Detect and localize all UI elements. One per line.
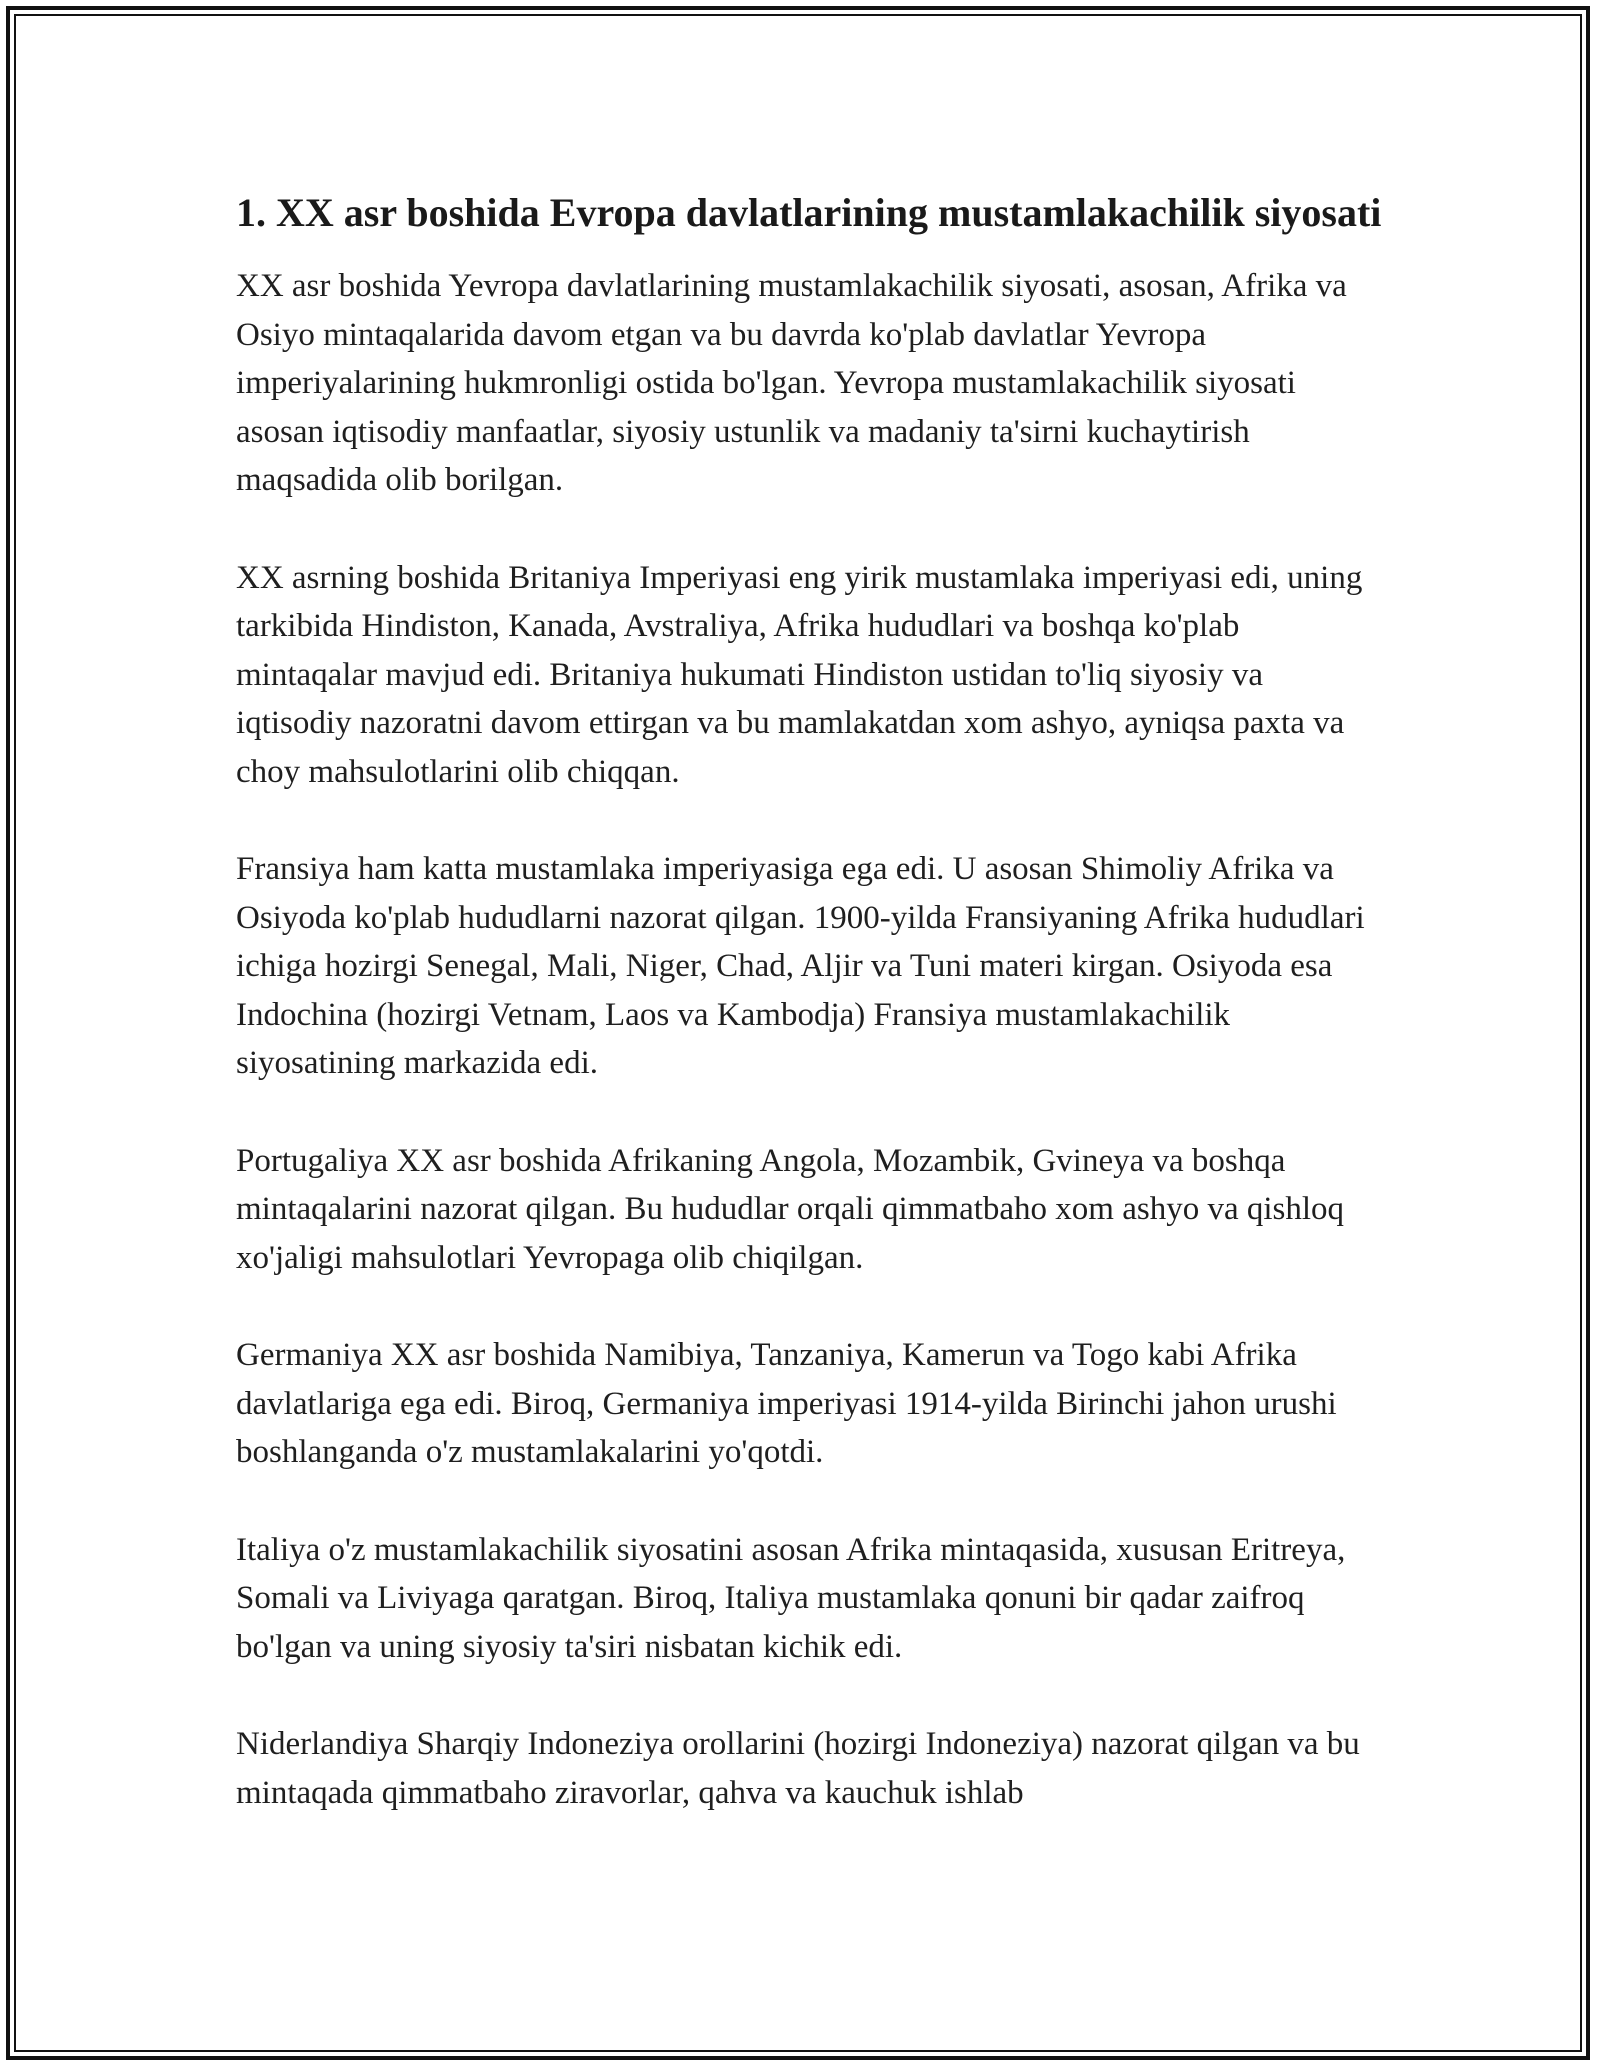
paragraph-intro: XX asr boshida Yevropa davlatlarining mustamlakachilik siyosati, asosan, Afrika va Osiyo mintaqalarida davom etgan va bu davrda ko'plab davlatlar Yevropa imperiyalarining hukmronligi ostida bo'lgan. Yevropa mustamlakachilik siyosati asosan iqtisodiy manfaatlar, siyosiy ustunlik va madaniy ta'sirni kuchaytirish maqsadida olib borilgan. [236, 268, 1347, 498]
document-title: 1. XX asr boshida Evropa davlatlarining mustamlakachilik siyosati [236, 190, 1382, 235]
paragraph-italy: Italiya o'z mustamlakachilik siyosatini asosan Afrika mintaqasida, xususan Eritreya, Somali va Liviyaga qaratgan. Biroq, Italiya mustamlaka qonuni bir qadar zaifroq bo'lgan va uning siyosiy ta'siri nisbatan kichik edi. [236, 1531, 1346, 1665]
paragraph-netherlands: Niderlandiya Sharqiy Indoneziya orollarini (hozirgi Indoneziya) nazorat qilgan va bu mintaqada qimmatbaho ziravorlar, qahva va kauchuk ishlab [236, 1726, 1360, 1811]
paragraph-britain: XX asrning boshida Britaniya Imperiyasi eng yirik mustamlaka imperiyasi edi, uning tarkibida Hindiston, Kanada, Avstraliya, Afrika hududlari va boshqa ko'plab mintaqalar mavjud edi. Britaniya hukumati Hindiston ustidan to'liq siyosiy va iqtisodiy nazoratni davom ettirgan va bu mamlakatdan xom ashyo, ayniqsa paxta va choy mahsulotlarini olib chiqqan. [236, 559, 1363, 790]
paragraph-france: Fransiya ham katta mustamlaka imperiyasiga ega edi. U asosan Shimoliy Afrika va Osiyoda ko'plab hududlarni nazorat qilgan. 1900-yilda Fransiyaning Afrika hududlari ichiga hozirgi Senegal, Mali, Niger, Chad, Aljir va Tuni materi kirgan. Osiyoda esa Indochina (hozirgi Vetnam, Laos va Kambodja) Fransiya mustamlakachilik siyosatining markazida edi. [236, 851, 1365, 1081]
document-body [236, 186, 1384, 1866]
paragraph-portugal: Portugaliya XX asr boshida Afrikaning Angola, Mozambik, Gvineya va boshqa mintaqalarini nazorat qilgan. Bu hududlar orqali qimmatbaho xom ashyo va qishloq xo'jaligi mahsulotlari Yevropaga olib chiqilgan. [236, 1142, 1345, 1276]
paragraph-germany: Germaniya XX asr boshida Namibiya, Tanzaniya, Kamerun va Togo kabi Afrika davlatlariga ega edi. Biroq, Germaniya imperiyasi 1914-yilda Birinchi jahon urushi boshlanganda o'z mustamlakalarini yo'qotdi. [236, 1337, 1337, 1470]
